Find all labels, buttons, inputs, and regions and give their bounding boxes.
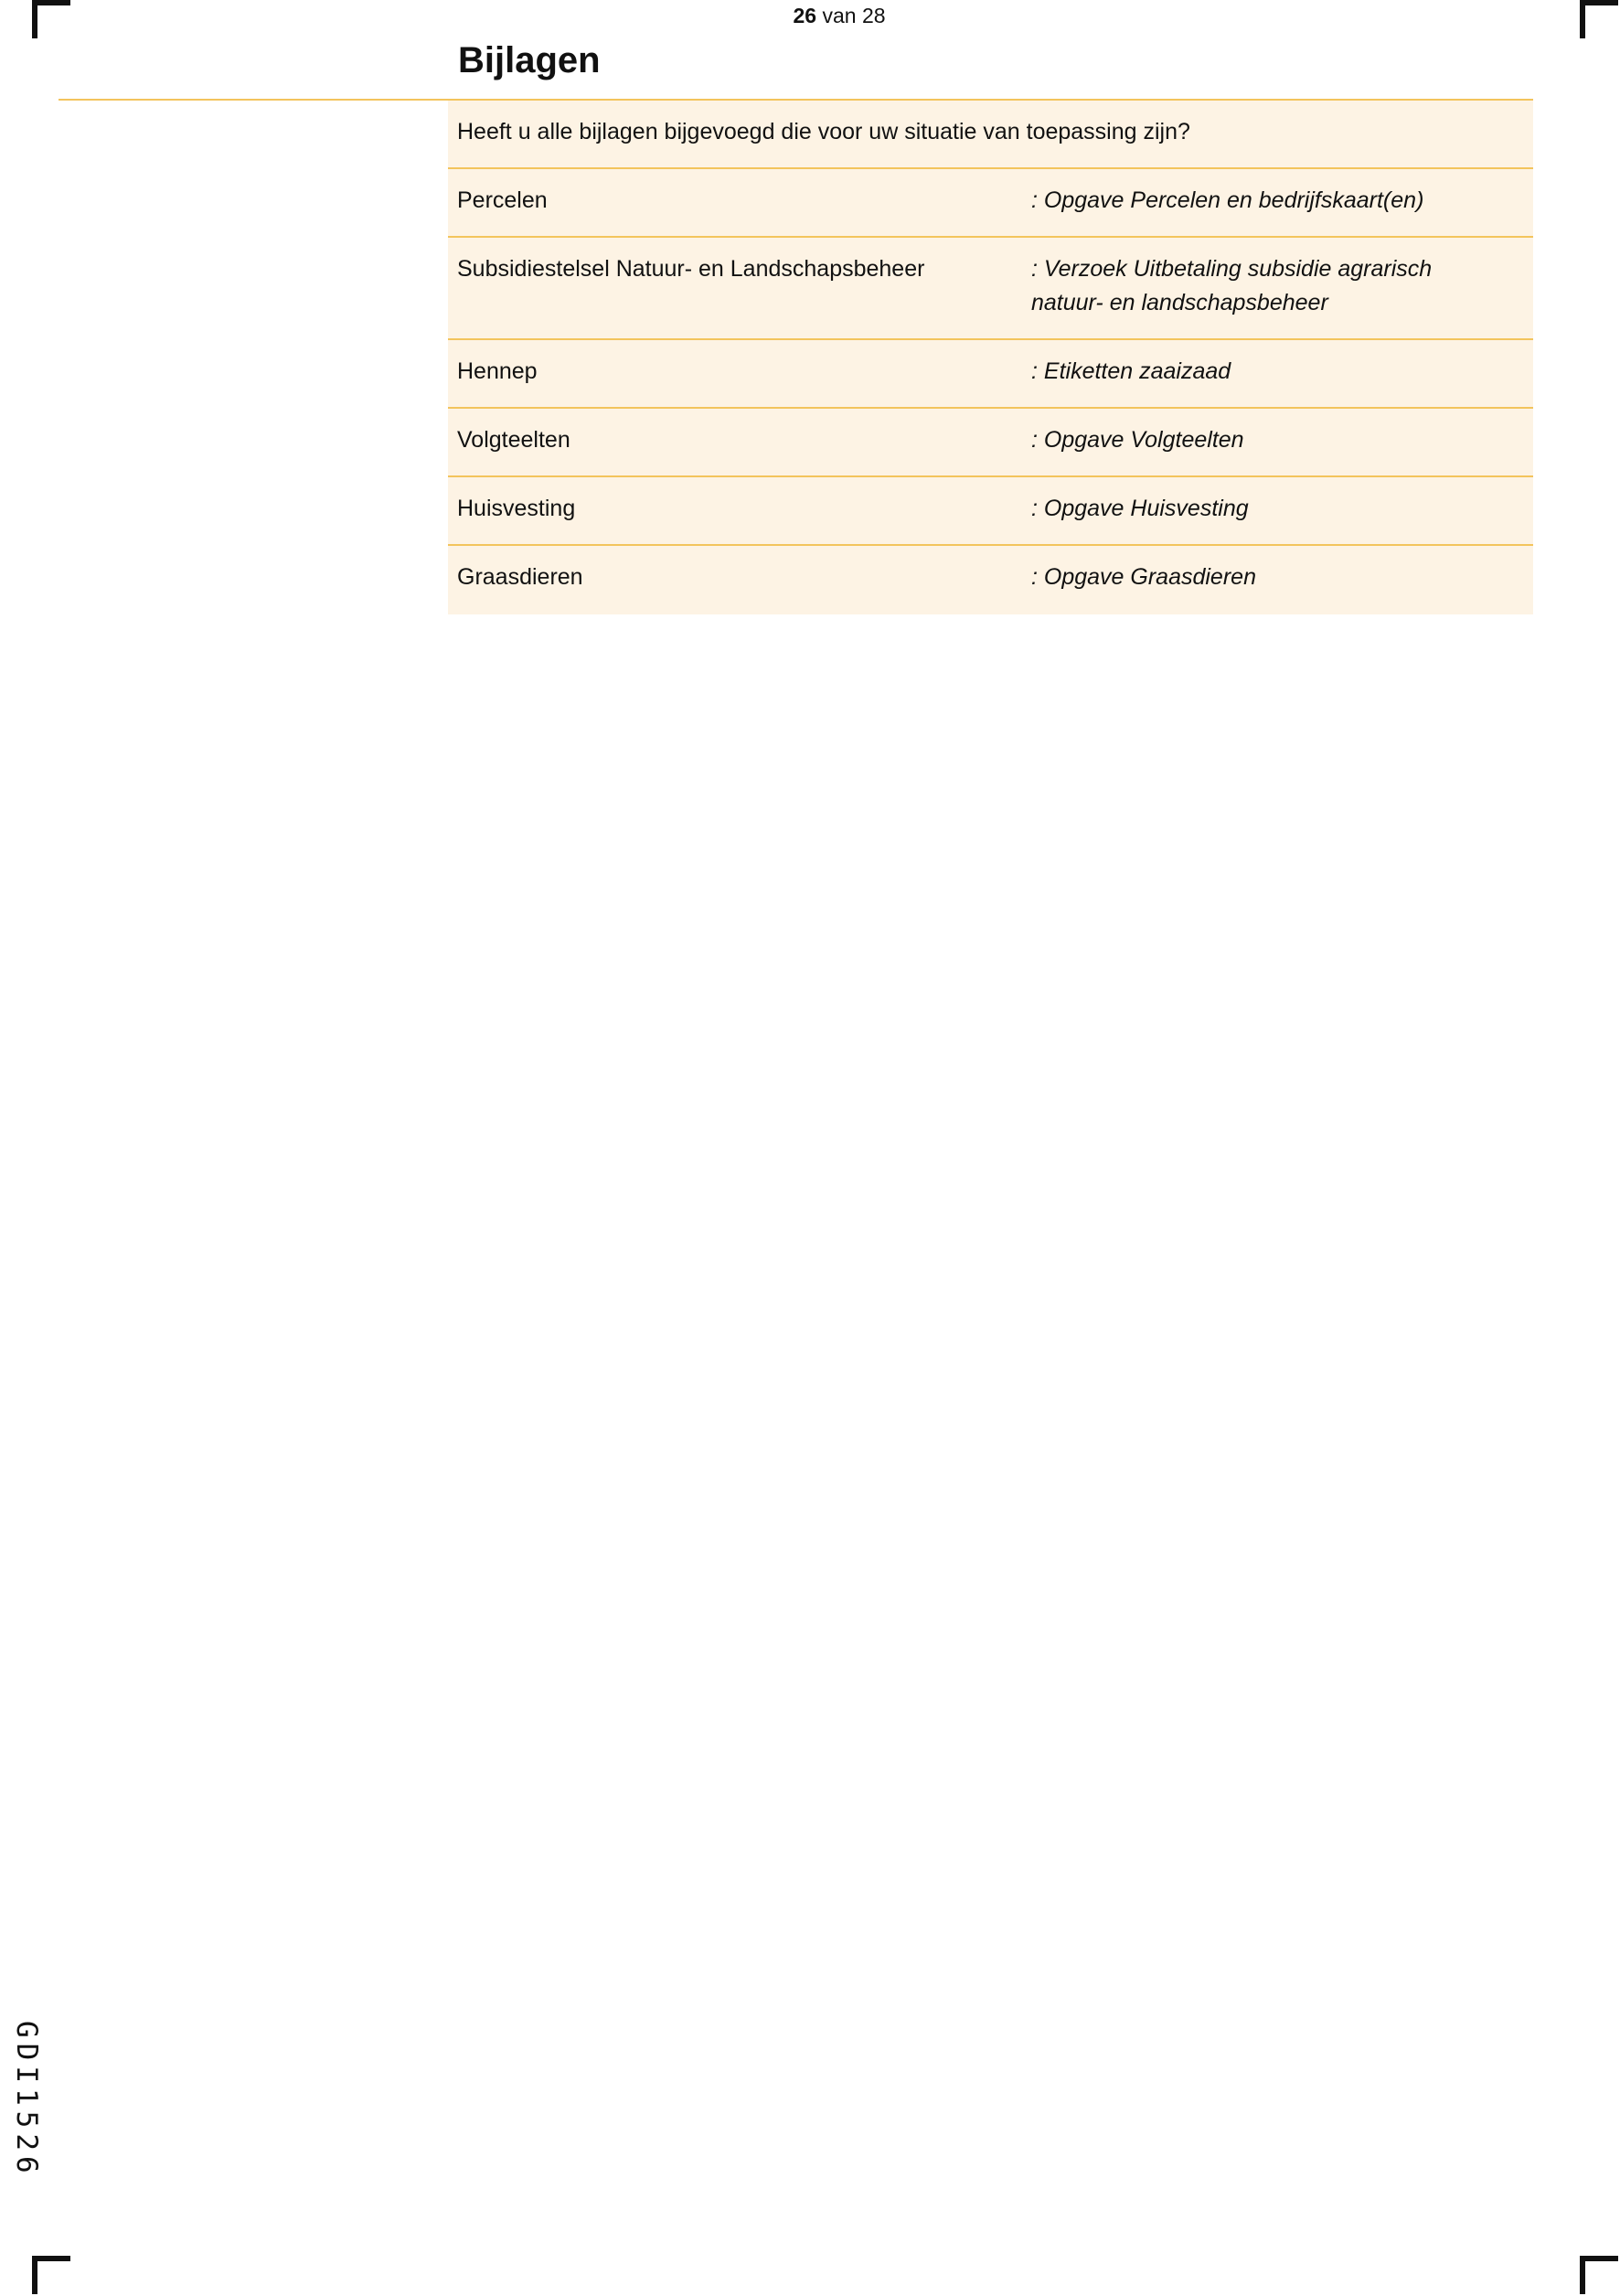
row-attachment: : Etiketten zaaizaad: [1031, 358, 1231, 384]
row-attachment: : Opgave Huisvesting: [1031, 496, 1249, 521]
crop-mark-bottom-left: [32, 2256, 70, 2294]
table-row: [448, 169, 1533, 238]
form-code: GDI1526: [10, 2021, 43, 2179]
row-label: Subsidiestelsel Natuur- en Landschapsbeheer: [457, 256, 925, 282]
row-attachment: : Verzoek Uitbetaling subsidie agrarisch natuur- en landschapsbeheer: [1031, 256, 1433, 315]
page-separator: van: [822, 4, 857, 27]
row-attachment: : Opgave Volgteelten: [1031, 427, 1244, 453]
attachments-table: [448, 101, 1533, 614]
page-total: 28: [861, 4, 886, 27]
section-title: Bijlagen: [458, 40, 601, 80]
row-attachment: : Opgave Graasdieren: [1031, 564, 1256, 590]
table-row: [448, 546, 1533, 614]
table-row: [448, 477, 1533, 546]
row-label: Graasdieren: [457, 564, 583, 590]
table-row: [448, 340, 1533, 409]
row-attachment: : Opgave Percelen en bedrijfskaart(en): [1031, 187, 1424, 213]
table-row: [448, 409, 1533, 477]
row-label: Volgteelten: [457, 427, 570, 453]
row-label: Huisvesting: [457, 496, 576, 521]
page-number: [0, 2, 1620, 29]
crop-mark-bottom-right: [1580, 2256, 1618, 2294]
row-label: Percelen: [457, 187, 548, 213]
page-current: 26: [793, 4, 817, 27]
question-row: [448, 101, 1533, 169]
row-label: Hennep: [457, 358, 538, 384]
question-text: Heeft u alle bijlagen bijgevoegd die voor uw situatie van toepassing zijn?: [457, 119, 1190, 144]
table-row: [448, 238, 1533, 340]
